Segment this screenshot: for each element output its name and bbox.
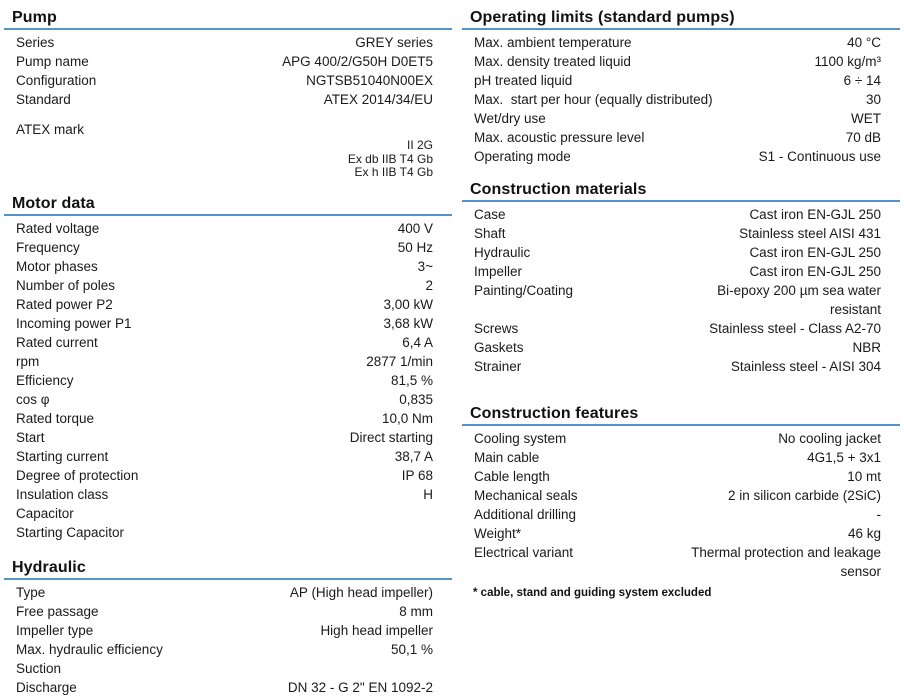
spec-row (4, 139, 452, 180)
spec-label: Standard (16, 92, 71, 107)
spec-row (4, 314, 452, 333)
spec-value: Direct starting (349, 429, 433, 445)
spec-row (4, 90, 452, 109)
spec-value (348, 139, 433, 180)
spec-label: ATEX mark (16, 122, 85, 137)
spec-label: Insulation class (16, 486, 109, 502)
spec-value: AP (High head impeller) (289, 584, 433, 600)
spec-row (462, 543, 900, 581)
spec-row (4, 295, 452, 314)
spec-label: Type (16, 584, 46, 600)
spec-row (462, 338, 900, 357)
spec-value: 50 Hz (397, 239, 433, 255)
spec-value: 46 kg (847, 526, 881, 541)
spec-row (462, 262, 900, 281)
spec-value: Stainless steel - AISI 304 (730, 359, 881, 374)
spec-row (4, 447, 452, 466)
spec-value: No cooling jacket (778, 431, 881, 446)
spec-label: Main cable (474, 450, 540, 465)
spec-section (462, 180, 900, 376)
spec-row (462, 429, 900, 448)
spec-row (462, 467, 900, 486)
spec-row (462, 33, 900, 52)
spec-value: 8 mm (399, 603, 433, 619)
spec-value: Stainless steel AISI 431 (739, 226, 881, 241)
spec-section (462, 8, 900, 166)
spec-value: 2 in silicon carbide (2SiC) (727, 488, 881, 503)
spec-label: Hydraulic (474, 245, 531, 260)
spec-value-line: resistant (829, 302, 881, 317)
spec-row (4, 504, 452, 523)
spec-label: Series (16, 35, 55, 50)
spec-row (462, 224, 900, 243)
spec-row (4, 659, 452, 678)
spec-value-line: Bi-epoxy 200 µm sea water (717, 283, 881, 298)
spec-row (4, 120, 452, 139)
spec-label: Rated current (16, 334, 98, 350)
spec-value: 10 mt (847, 469, 881, 484)
spec-value: 40 °C (847, 35, 881, 50)
spec-row (4, 238, 452, 257)
spec-row (4, 466, 452, 485)
spec-label: Discharge (16, 679, 77, 695)
spec-value: APG 400/2/G50H D0ET5 (282, 54, 433, 69)
section-title: Hydraulic (12, 558, 86, 576)
spec-value-line: II 2G (406, 138, 433, 152)
spec-value: NBR (852, 340, 881, 355)
spec-section (4, 8, 452, 180)
spec-row (462, 448, 900, 467)
spec-label: Rated torque (16, 410, 95, 426)
spec-row (462, 71, 900, 90)
spec-row (4, 523, 452, 542)
spec-row (462, 524, 900, 543)
spec-row (4, 583, 452, 602)
spec-row (462, 319, 900, 338)
spec-label: Weight* (474, 526, 522, 541)
spec-value: 1100 kg/m³ (814, 54, 881, 69)
spec-row (462, 205, 900, 224)
spec-row (462, 52, 900, 71)
spec-label: Gaskets (474, 340, 524, 355)
spec-section (4, 194, 452, 542)
spec-row (462, 486, 900, 505)
spec-label: Additional drilling (474, 507, 577, 522)
spec-value: WET (851, 111, 881, 126)
spec-label: Number of poles (16, 277, 116, 293)
spec-section (462, 404, 900, 600)
spec-row (4, 257, 452, 276)
spec-value: 0,835 (399, 391, 433, 407)
spec-label: Configuration (16, 73, 97, 88)
spec-value: - (876, 507, 881, 522)
spec-label: Starting Capacitor (16, 524, 125, 540)
spec-row (462, 128, 900, 147)
spec-label: rpm (16, 353, 40, 369)
spec-value: NGTSB51040N00EX (306, 73, 433, 88)
spec-label: Max. start per hour (equally distributed) (474, 92, 713, 107)
spec-label: Pump name (16, 54, 89, 69)
spec-label: Max. acoustic pressure level (474, 130, 645, 145)
spec-row (4, 352, 452, 371)
spec-value: DN 32 - G 2" EN 1092-2 (287, 679, 433, 695)
spec-row (4, 640, 452, 659)
spec-value: 6,4 A (402, 334, 433, 350)
section-rows (4, 580, 452, 697)
spec-section (4, 558, 452, 697)
spec-label: Max. ambient temperature (474, 35, 632, 50)
spec-value: High head impeller (320, 622, 433, 638)
spec-value: 400 V (397, 220, 433, 236)
spec-row (4, 219, 452, 238)
spec-value: 6 ÷ 14 (843, 73, 881, 88)
spec-row (4, 276, 452, 295)
spec-label: Operating mode (474, 149, 571, 164)
spec-label: pH treated liquid (474, 73, 573, 88)
spec-value-line: Ex h IIB T4 Gb (354, 165, 433, 179)
spec-row (462, 505, 900, 524)
spec-label: Motor phases (16, 258, 98, 274)
spec-row (462, 90, 900, 109)
spec-label: Degree of protection (16, 467, 139, 483)
spec-value: 4G1,5 + 3x1 (807, 450, 881, 465)
spec-row (4, 621, 452, 640)
spec-label: Frequency (16, 239, 80, 255)
spec-label: Incoming power P1 (16, 315, 132, 331)
section-rows (4, 30, 452, 180)
section-rows (462, 426, 900, 581)
spec-value-line: Thermal protection and leakage (691, 545, 881, 560)
section-title: Construction materials (470, 181, 647, 198)
spec-row (4, 333, 452, 352)
section-title: Motor data (12, 194, 95, 212)
spec-label: Cooling system (474, 431, 567, 446)
right-column (462, 8, 900, 697)
spec-row (462, 357, 900, 376)
spec-label: Max. hydraulic efficiency (16, 641, 163, 657)
spec-row (4, 371, 452, 390)
spec-value: 2 (425, 277, 433, 293)
spec-row (4, 33, 452, 52)
spec-label: Shaft (474, 226, 506, 241)
left-column (4, 8, 452, 697)
spec-label: Wet/dry use (474, 111, 546, 126)
spec-label: Capacitor (16, 505, 74, 521)
spec-value-line: Ex db IIB T4 Gb (347, 151, 433, 166)
spec-row (4, 409, 452, 428)
spec-value: IP 68 (401, 467, 433, 483)
section-rows (462, 202, 900, 376)
spec-value: H (423, 486, 433, 502)
spec-label: Efficiency (16, 372, 74, 388)
section-title: Construction features (470, 405, 639, 422)
spec-value: 3,00 kW (383, 296, 433, 312)
spec-label: Free passage (16, 603, 99, 619)
spec-row (4, 52, 452, 71)
footnote: * cable, stand and guiding system excluded (473, 587, 712, 599)
spec-row (4, 602, 452, 621)
section-rows (4, 216, 452, 542)
spec-label: Impeller type (16, 622, 94, 638)
spec-value: Stainless steel - Class A2-70 (709, 321, 881, 336)
spec-value: Cast iron EN-GJL 250 (749, 264, 881, 279)
spec-label: Max. density treated liquid (474, 54, 631, 69)
spec-value (691, 543, 881, 581)
spec-value: 30 (865, 92, 881, 107)
section-title: Pump (12, 9, 57, 26)
spec-value: 3~ (417, 258, 433, 274)
spec-value: 50,1 % (390, 641, 433, 657)
spec-label: Electrical variant (474, 545, 574, 560)
spec-value: 2877 1/min (366, 353, 433, 369)
spec-label: Mechanical seals (474, 488, 578, 503)
spec-label: cos φ (16, 391, 50, 407)
spec-row (4, 71, 452, 90)
spec-value: 38,7 A (394, 448, 433, 464)
spec-row (4, 678, 452, 697)
spec-value: 81,5 % (390, 372, 433, 388)
spec-value: 10,0 Nm (381, 410, 433, 426)
spec-label: Screws (474, 321, 519, 336)
spec-row (4, 428, 452, 447)
spec-value (717, 281, 881, 319)
spec-row (462, 243, 900, 262)
spec-row (462, 109, 900, 128)
spec-row (4, 390, 452, 409)
section-rows (462, 30, 900, 166)
spec-label: Starting current (16, 448, 109, 464)
section-title: Operating limits (standard pumps) (470, 9, 735, 26)
spec-value: GREY series (355, 35, 433, 50)
spec-row (462, 147, 900, 166)
spec-value: S1 - Continuous use (758, 149, 881, 164)
spec-label: Start (16, 429, 45, 445)
spec-label: Cable length (474, 469, 550, 484)
spec-label: Suction (16, 660, 62, 676)
spec-label: Impeller (474, 264, 523, 279)
spec-value-line: sensor (840, 564, 881, 579)
spec-label: Strainer (474, 359, 522, 374)
spec-value: 3,68 kW (383, 315, 433, 331)
spec-value: Cast iron EN-GJL 250 (749, 207, 881, 222)
spec-label: Rated power P2 (16, 296, 113, 312)
spec-label: Rated voltage (16, 220, 100, 236)
spec-label: Painting/Coating (474, 283, 574, 298)
spec-row (4, 485, 452, 504)
spec-value: ATEX 2014/34/EU (323, 92, 433, 107)
spec-row (462, 281, 900, 319)
spec-label: Case (474, 207, 506, 222)
spec-value: Cast iron EN-GJL 250 (749, 245, 881, 260)
spec-value: 70 dB (845, 130, 881, 145)
